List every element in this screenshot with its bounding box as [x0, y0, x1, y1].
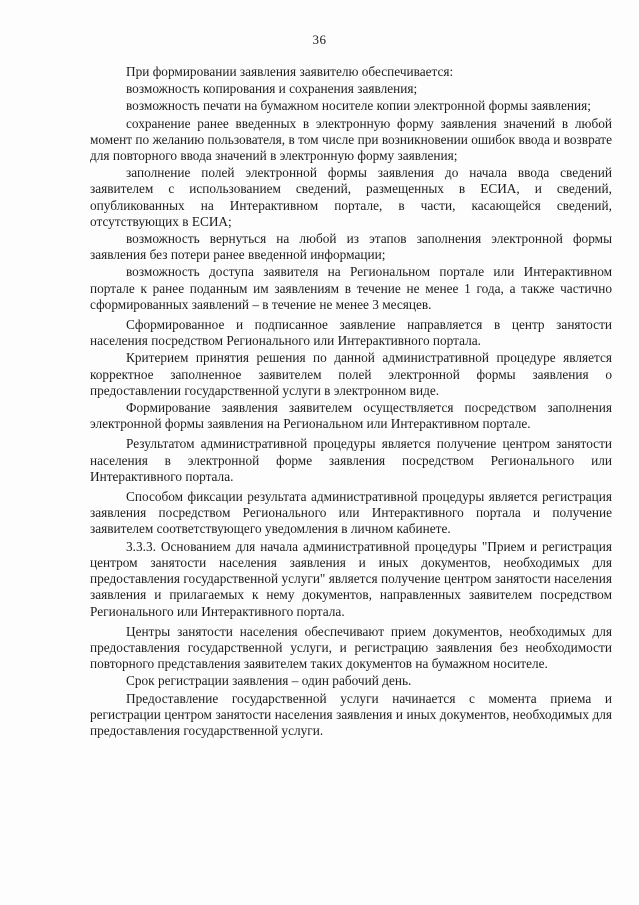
paragraph: возможность вернуться на любой из этапов заполнения электронной формы заявления без потери ранее введенной информации; [90, 231, 612, 263]
paragraph: возможность копирования и сохранения заявления; [126, 81, 418, 97]
paragraph: Способом фиксации результата административной процедуры является регистрация заявления посредством Регионального или Интерактивного портала и получение заявителем соответствующего уведомления в личном кабинете. [90, 489, 612, 537]
paragraph: Критерием принятия решения по данной административной процедуре является корректное заполненное заявителем полей электронной формы заявления о предоставлении государственной услуги в электронном виде. [90, 350, 612, 398]
paragraph: При формировании заявления заявителю обеспечивается: [126, 64, 454, 79]
paragraph: Предоставление государственной услуги начинается с момента приема и регистрации центром занятости населения заявления и иных документов, необходимых для предоставления государственной услуги. [90, 690, 612, 738]
page-number: 36 [312, 32, 327, 47]
paragraph: Формирование заявления заявителем осуществляется посредством заполнения электронной формы заявления на Региональном или Интерактивном портале. [90, 400, 612, 432]
paragraph: Сформированное и подписанное заявление направляется в центр занятости населения посредством Регионального или Интерактивного портала. [90, 317, 612, 349]
paragraph: возможность печати на бумажном носителе копии электронной формы заявления; [126, 98, 591, 114]
paragraph: возможность доступа заявителя на Региональном портале или Интерактивном портале к ранее поданным им заявлениям в течение не менее 1 года, а также частично сформированных заявлений – в течение не менее 3 месяцев. [90, 264, 612, 312]
paragraph: заполнение полей электронной формы заявления до начала ввода сведений заявителем с использованием сведений, размещенных в ЕСИА, и сведений, опубликованных на Интерактивном портале, в части, касающейся сведений, отсутствующих в ЕСИА; [90, 165, 612, 229]
paragraph: Срок регистрации заявления – один рабочий день. [126, 673, 412, 689]
paragraph: Результатом административной процедуры является получение центром занятости населения в электронной форме заявления посредством Регионального или Интерактивного портала. [90, 436, 612, 484]
paragraph: Центры занятости населения обеспечивают прием документов, необходимых для предоставления государственной услуги, и регистрацию заявления без необходимости повторного представления заявителем таких документов на бумажном носителе. [90, 623, 612, 672]
document-body [90, 64, 612, 740]
paragraph: 3.3.3. Основанием для начала административной процедуры "Прием и регистрация центром занятости населения заявления и иных документов, необходимых для предоставления государственной услуги" является получение центром занятости населения заявления и прилагаемых к нему документов, направленных заявителем посредством Регионального или Интерактивного портала. [90, 538, 612, 619]
paragraph: сохранение ранее введенных в электронную форму заявления значений в любой момент по желанию пользователя, в том числе при возникновении ошибок ввода и возврате для повторного ввода значений в электронную форму заявления; [90, 115, 612, 164]
